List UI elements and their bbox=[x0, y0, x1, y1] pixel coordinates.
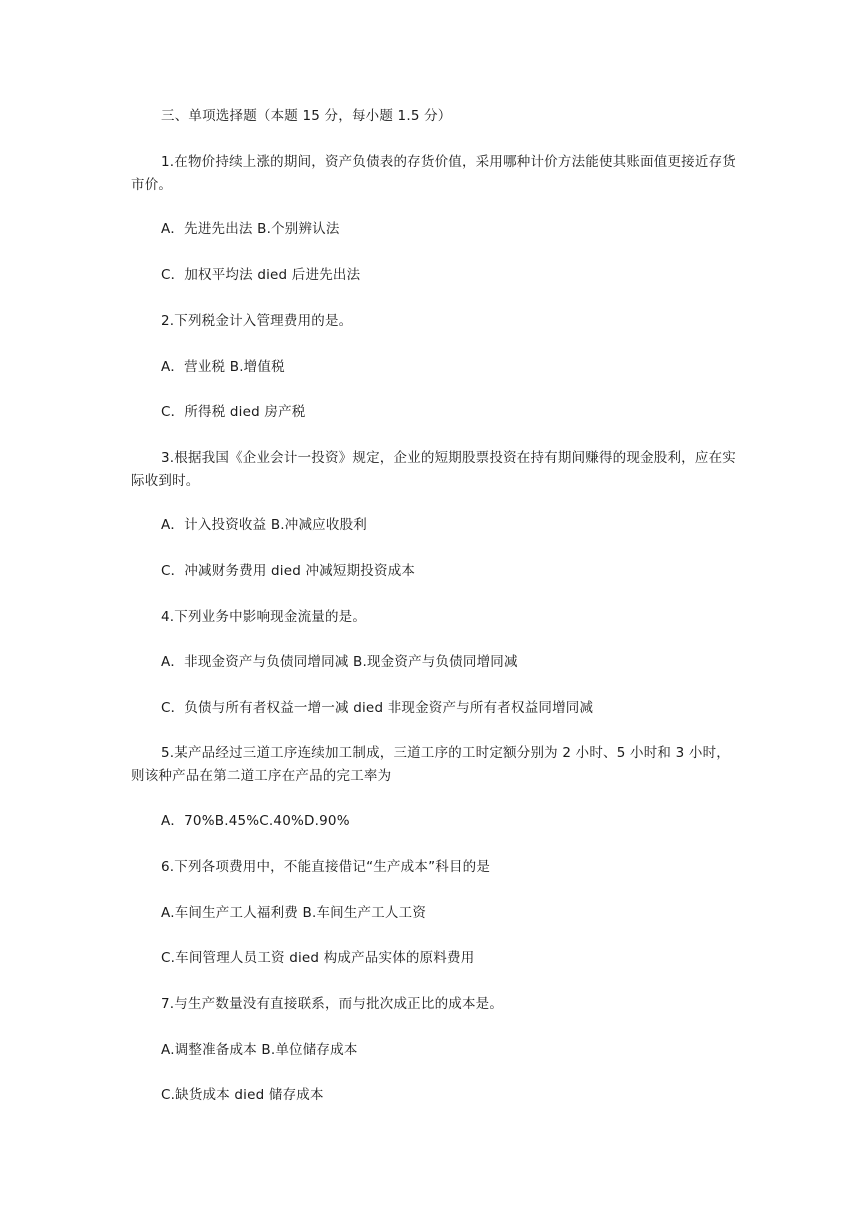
question-7-stem: 7.与生产数量没有直接联系，而与批次成正比的成本是。 bbox=[161, 996, 504, 1012]
question-6-options-ab: A.车间生产工人福利费 B.车间生产工人工资 bbox=[161, 905, 427, 921]
question-3-options-cd: C．冲减财务费用 died 冲减短期投资成本 bbox=[161, 563, 416, 579]
section-title: 三、单项选择题（本题 15 分，每小题 1.5 分） bbox=[161, 108, 452, 124]
question-7-options-ab: A.调整准备成本 B.单位储存成本 bbox=[161, 1042, 358, 1058]
question-3-stem: 3.根据我国《企业会计一投资》规定，企业的短期股票投资在持有期间赚得的现金股利，应在实际收到时。 bbox=[131, 450, 736, 489]
question-2-stem: 2.下列税金计入管理费用的是。 bbox=[161, 313, 353, 329]
question-4-stem: 4.下列业务中影响现金流量的是。 bbox=[161, 609, 367, 625]
question-6-options-cd: C.车间管理人员工资 died 构成产品实体的原料费用 bbox=[161, 950, 475, 966]
question-7-options-cd: C.缺货成本 died 储存成本 bbox=[161, 1087, 324, 1103]
question-2-options-cd: C．所得税 died 房产税 bbox=[161, 404, 306, 420]
question-4-options-cd: C．负债与所有者权益一增一减 died 非现金资产与所有者权益同增同减 bbox=[161, 700, 594, 716]
question-1-stem: 1.在物价持续上涨的期间，资产负债表的存货价值，采用哪种计价方法能使其账面值更接近存货市价。 bbox=[131, 154, 736, 193]
question-3-options-ab: A．计入投资收益 B.冲减应收股利 bbox=[161, 517, 367, 533]
question-5-options: A．70%B.45%C.40%D.90% bbox=[161, 813, 350, 829]
question-2-options-ab: A．营业税 B.增值税 bbox=[161, 359, 285, 375]
question-5-stem: 5.某产品经过三道工序连续加工制成，三道工序的工时定额分别为 2 小时、5 小时和 3 小时，则该种产品在第二道工序在产品的完工率为 bbox=[131, 745, 731, 784]
question-1-options-cd: C．加权平均法 died 后进先出法 bbox=[161, 267, 361, 283]
question-4-options-ab: A．非现金资产与负债同增同减 B.现金资产与负债同增同减 bbox=[161, 654, 518, 670]
question-1-options-ab: A．先进先出法 B.个别辨认法 bbox=[161, 221, 340, 237]
question-6-stem: 6.下列各项费用中，不能直接借记“生产成本”科目的是 bbox=[161, 859, 491, 875]
